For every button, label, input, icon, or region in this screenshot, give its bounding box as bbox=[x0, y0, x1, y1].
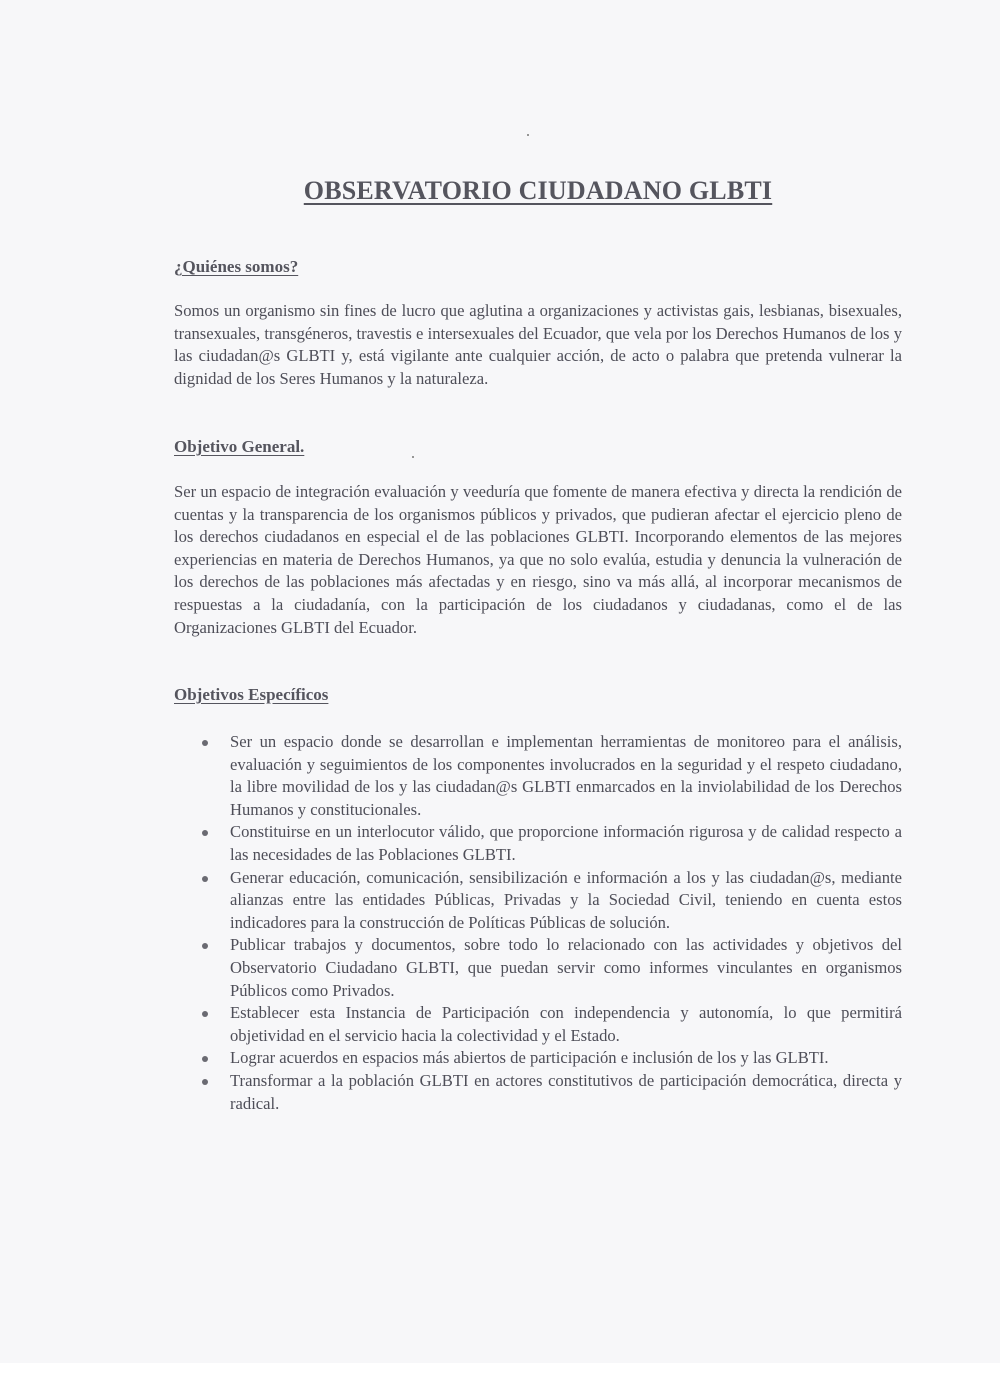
objective-item bbox=[200, 821, 902, 866]
scan-speck bbox=[527, 134, 529, 136]
objective-text: Ser un espacio donde se desarrollan e implementan herramientas de monitoreo para el análisis, evaluación y seguimientos de los componentes involucrados en la seguridad y el respeto ciudadano, la libre movilidad de los y las ciudadan@s GLBTI enmarcados en la inviolabilidad de los Derechos Humanos y constitucionales. bbox=[230, 732, 902, 819]
objective-item bbox=[200, 867, 902, 935]
objective-item bbox=[200, 1070, 902, 1115]
bullet-icon bbox=[202, 740, 208, 746]
objective-item bbox=[200, 1002, 902, 1047]
bullet-icon bbox=[202, 943, 208, 949]
objective-text: Lograr acuerdos en espacios más abiertos de participación e inclusión de los y las GLBTI. bbox=[230, 1048, 829, 1068]
scan-speck bbox=[412, 456, 414, 458]
bullet-icon bbox=[202, 876, 208, 882]
objective-item bbox=[200, 934, 902, 1002]
objectives-list bbox=[200, 731, 902, 1115]
paragraph-objetivo-general: Ser un espacio de integración evaluación y veeduría que fomente de manera efectiva y directa la rendición de cuentas y la transparencia de los organismos públicos y privados, que pudieran afectar el ejercicio pleno de los derechos ciudadanos en especial el de las poblaciones GLBTI. Incorporando elementos de las mejores experiencias en materia de Derechos Humanos, ya que no solo evalúa, estudia y denuncia la vulneración de los derechos de las poblaciones más afectadas y en riesgo, sino va más allá, al incorporar mecanismos de respuestas a la ciudadanía, con la participación de los ciudadanos y ciudadanas, como el de las Organizaciones GLBTI del Ecuador. bbox=[174, 482, 902, 637]
bullet-icon bbox=[202, 1011, 208, 1017]
objective-text: Generar educación, comunicación, sensibilización e información a los y las ciudadan@s, mediante alianzas entre las entidades Públicas, Privadas y la Sociedad Civil, teniendo en cuenta estos indicadores para la construcción de Políticas Públicas de solución. bbox=[230, 867, 902, 932]
objective-item bbox=[200, 1047, 902, 1070]
objective-item bbox=[200, 731, 902, 821]
objective-text: Transformar a la población GLBTI en actores constitutivos de participación democrática, directa y radical. bbox=[230, 1070, 902, 1113]
objective-text: Publicar trabajos y documentos, sobre todo lo relacionado con las actividades y objetivos del Observatorio Ciudadano GLBTI, que puedan servir como informes vinculantes en organismos Públicos como Privados. bbox=[230, 935, 902, 1000]
heading-objetivos-especificos: Objetivos Específicos bbox=[174, 685, 329, 704]
heading-quienes-somos: ¿Quiénes somos? bbox=[174, 257, 299, 276]
objective-text: Constituirse en un interlocutor válido, que proporcione información rigurosa y de calidad respecto a las necesidades de las Poblaciones GLBTI. bbox=[230, 822, 902, 864]
document-title: OBSERVATORIO CIUDADANO GLBTI bbox=[303, 176, 773, 205]
objective-text: Establecer esta Instancia de Participación con independencia y autonomía, lo que permitirá objetividad en el servicio hacia la colectividad y el Estado. bbox=[230, 1003, 902, 1045]
bullet-icon bbox=[202, 1079, 208, 1085]
paragraph-quienes-somos: Somos un organismo sin fines de lucro que aglutina a organizaciones y activistas gais, lesbianas, bisexuales, transexuales, transgéneros, travestis e intersexuales del Ecuador, que vela por los Derechos Humanos de los y las ciudadan@s GLBTI y, está vigilante ante cualquier acción, de acto o palabra que pretenda vulnerar la dignidad de los Seres Humanos y la naturaleza. bbox=[174, 301, 902, 388]
bullet-icon bbox=[202, 1056, 208, 1062]
bullet-icon bbox=[202, 830, 208, 836]
heading-objetivo-general: Objetivo General. bbox=[174, 437, 305, 456]
